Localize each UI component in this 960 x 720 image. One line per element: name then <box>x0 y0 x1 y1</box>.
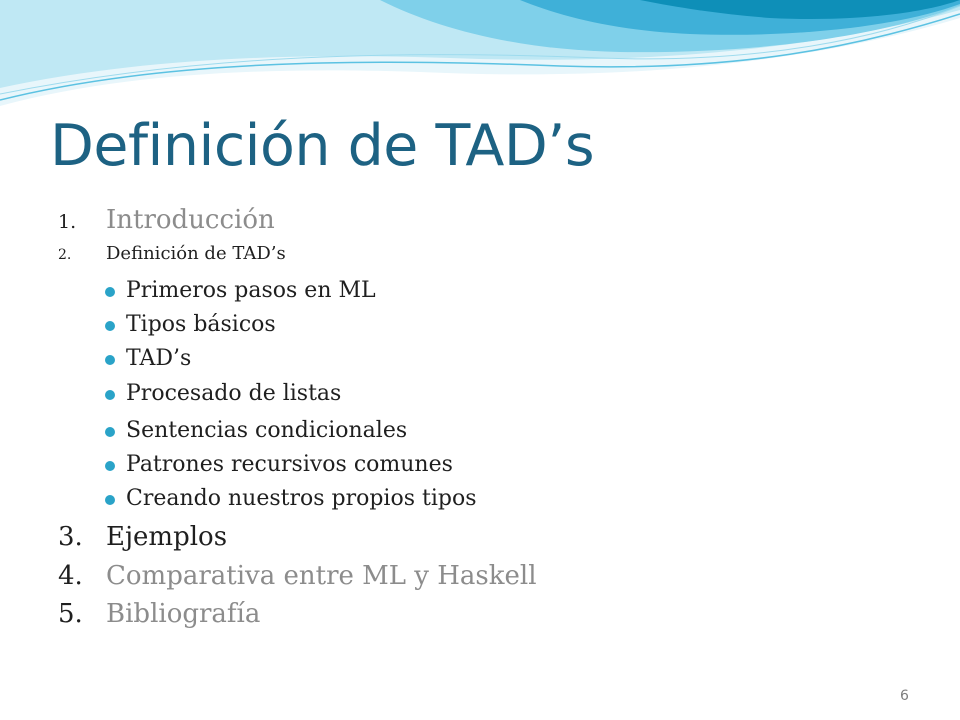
bullet-icon <box>105 321 115 331</box>
outline-number: 3. <box>58 522 83 552</box>
subitem-procesado-listas: Procesado de listas <box>126 381 342 406</box>
outline-item-definicion-tads <box>58 245 286 263</box>
subitem-sentencias-condicionales: Sentencias condicionales <box>126 418 408 443</box>
bullet-icon <box>105 355 115 365</box>
outline-item-ejemplos <box>58 524 227 550</box>
bullet-icon <box>105 495 115 505</box>
subitem-tads: TAD’s <box>126 346 192 371</box>
outline-label: Comparativa entre ML y Haskell <box>106 561 537 591</box>
outline-item-comparativa <box>58 563 537 589</box>
subitem-creando-tipos: Creando nuestros propios tipos <box>126 486 477 511</box>
subitem-primeros-pasos: Primeros pasos en ML <box>126 278 376 303</box>
bullet-icon <box>105 427 115 437</box>
page-number: 6 <box>900 688 909 704</box>
outline-label: Definición de TAD’s <box>106 243 286 264</box>
outline-item-introduccion <box>58 207 275 233</box>
subitem-patrones-recursivos: Patrones recursivos comunes <box>126 452 453 477</box>
header-wave-decoration <box>0 0 960 115</box>
outline-number: 2. <box>58 247 72 263</box>
outline-number: 5. <box>58 599 83 629</box>
slide-title: Definición de TAD’s <box>50 113 595 179</box>
outline-label: Bibliografía <box>106 599 261 629</box>
bullet-icon <box>105 461 115 471</box>
outline-number: 1. <box>58 211 77 233</box>
outline-label: Introducción <box>106 205 275 235</box>
outline-item-bibliografia <box>58 601 260 627</box>
outline-number: 4. <box>58 561 83 591</box>
subitem-tipos-basicos: Tipos básicos <box>126 312 276 337</box>
bullet-icon <box>105 287 115 297</box>
outline-label: Ejemplos <box>106 522 228 552</box>
bullet-icon <box>105 390 115 400</box>
